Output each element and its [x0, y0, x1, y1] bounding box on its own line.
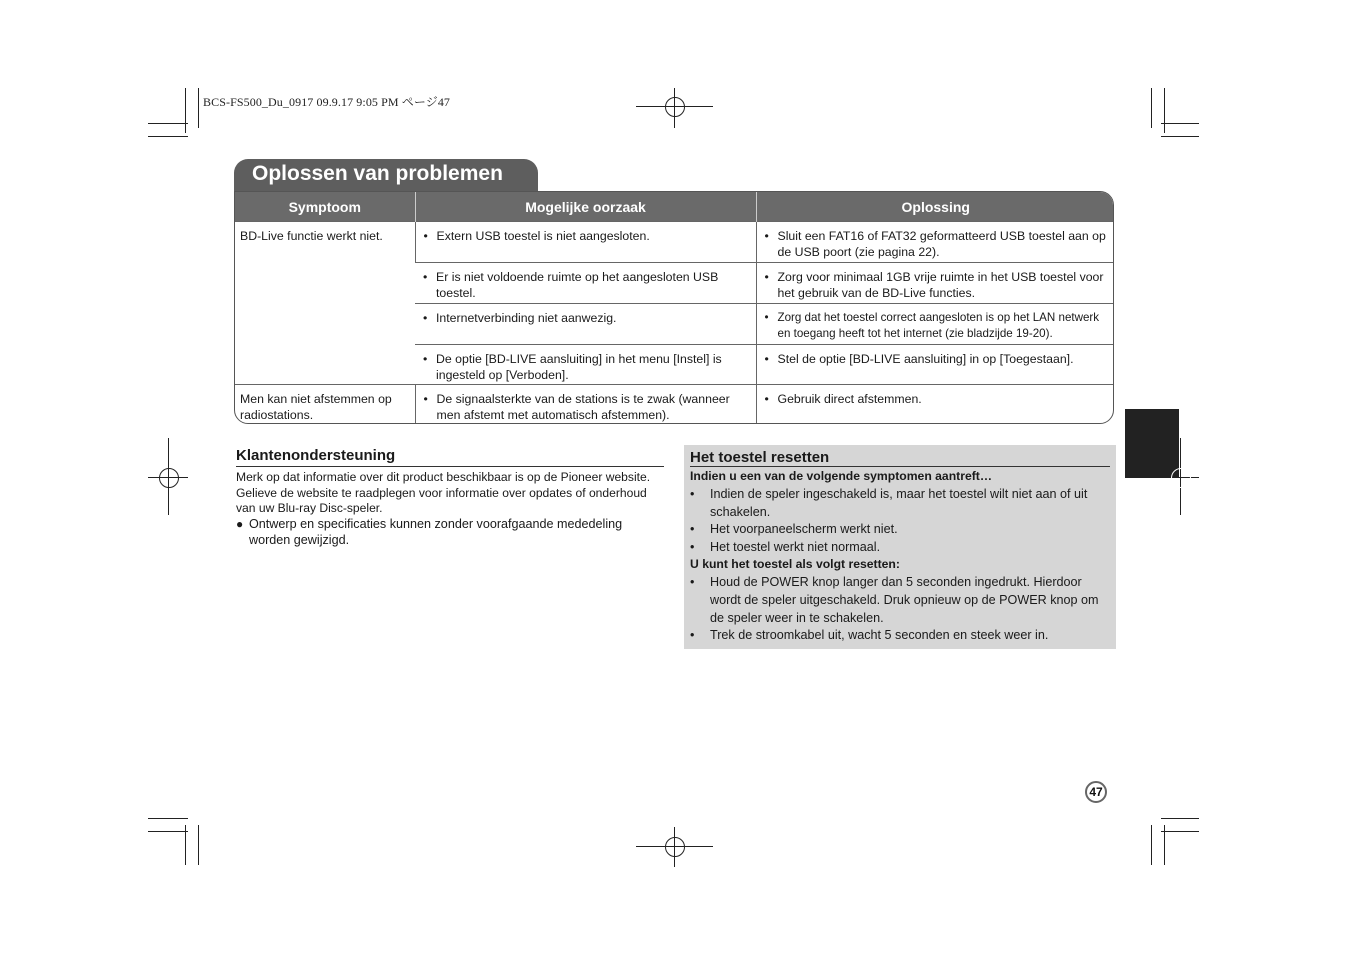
solution-cell: • Zorg dat het toestel correct aangesloten is op het LAN netwerk en toegang heeft tot het internet (zie bladzijde 19-20). [756, 304, 1114, 345]
reset-title: Het toestel resetten [690, 449, 830, 466]
cause-cell: • Extern USB toestel is niet aangesloten. [415, 222, 756, 263]
crop-mark [198, 825, 199, 865]
troubleshooting-table [234, 191, 1114, 424]
cause-cell: • Internetverbinding niet aanwezig. [415, 304, 756, 345]
page-number: 47 [1085, 781, 1107, 803]
bullet: • [764, 311, 769, 324]
solution-cell: • Stel de optie [BD-LIVE aansluiting] in op [Toegestaan]. [756, 345, 1114, 385]
cause-cell: • De optie [BD-LIVE aansluiting] in het menu [Instel] is ingesteld op [Verboden]. [415, 345, 756, 385]
support-bullet: ● Ontwerp en specificaties kunnen zonder voorafgaande mededeling worden gewijzigd. [236, 517, 623, 547]
crop-mark [185, 88, 186, 133]
bullet: • [764, 270, 769, 284]
list-item: • Houd de POWER knop langer dan 5 seconden ingedrukt. Hierdoor wordt de speler uitgeschakeld. Druk opnieuw op de POWER knop om de speler weer in te schakelen. [690, 575, 1099, 625]
list-item: • Het voorpaneelscherm werkt niet. [690, 522, 898, 536]
crop-mark [148, 831, 188, 832]
bullet: • [423, 270, 428, 284]
registration-circle [159, 468, 179, 488]
support-body: Merk op dat informatie over dit product beschikbaar is op de Pioneer website. Gelieve de website te raadplegen voor informatie over opdates of onderhoud van uw Blu-ray Disc-speler. [236, 470, 651, 515]
solution-cell: • Gebruik direct afstemmen. [756, 385, 1114, 425]
registration-circle [665, 837, 685, 857]
table-header-symptom: Symptoom [235, 192, 415, 222]
reset-symptoms-heading: Indien u een van de volgende symptomen aantreft… [690, 469, 993, 483]
solution-cell: • Sluit een FAT16 of FAT32 geformatteerd USB toestel aan op de USB poort (zie pagina 22). [756, 222, 1114, 263]
crop-mark [1161, 123, 1199, 124]
table-row [235, 385, 1114, 425]
bullet: • [423, 392, 428, 406]
symptom-cell: Men kan niet afstemmen op radiostations. [235, 385, 415, 425]
bullet: • [423, 311, 428, 325]
crop-mark [198, 88, 199, 128]
divider [690, 466, 1110, 467]
bullet: • [764, 352, 769, 366]
crop-mark [148, 136, 188, 137]
table-header-cause: Mogelijke oorzaak [415, 192, 756, 222]
bullet: • [764, 229, 769, 243]
bullet-dot-icon: ● [236, 517, 244, 531]
registration-circle [1171, 468, 1191, 488]
bullet: • [690, 522, 695, 536]
crop-mark [148, 123, 188, 124]
crop-mark [1151, 88, 1152, 128]
reset-actions-heading: U kunt het toestel als volgt resetten: [690, 557, 900, 571]
crop-mark [1164, 88, 1165, 133]
symptom-cell: BD-Live functie werkt niet. [235, 222, 415, 385]
bullet: • [423, 229, 428, 243]
list-item: • Trek de stroomkabel uit, wacht 5 seconden en steek weer in. [690, 628, 1049, 642]
bullet: • [764, 392, 769, 406]
crop-mark [1161, 831, 1199, 832]
table-row [235, 222, 1114, 263]
crop-mark [1161, 136, 1199, 137]
crop-mark [148, 818, 188, 819]
crop-mark [1161, 818, 1199, 819]
bullet: • [690, 540, 695, 554]
list-item: • Het toestel werkt niet normaal. [690, 540, 881, 554]
bullet: • [423, 352, 428, 366]
cause-cell: • De signaalsterkte van de stations is te zwak (wanneer men afstemt met automatisch afstemmen). [415, 385, 756, 425]
cause-cell: • Er is niet voldoende ruimte op het aangesloten USB toestel. [415, 263, 756, 304]
bullet: • [690, 575, 695, 589]
list-item: • Indien de speler ingeschakeld is, maar het toestel wilt niet aan of uit schakelen. [690, 487, 1088, 519]
section-side-tab [1125, 409, 1179, 478]
support-title: Klantenondersteuning [236, 447, 396, 464]
bullet: • [690, 487, 695, 501]
crop-mark [1151, 825, 1152, 865]
page-title: Oplossen van problemen [252, 162, 503, 185]
table-header-solution: Oplossing [756, 192, 1114, 222]
divider [236, 466, 664, 467]
print-header: BCS-FS500_Du_0917 09.9.17 9:05 PM ページ47 [203, 95, 451, 109]
bullet: • [690, 628, 695, 642]
registration-circle [665, 97, 685, 117]
solution-cell: • Zorg voor minimaal 1GB vrije ruimte in het USB toestel voor het gebruik van de BD-Live functies. [756, 263, 1114, 304]
